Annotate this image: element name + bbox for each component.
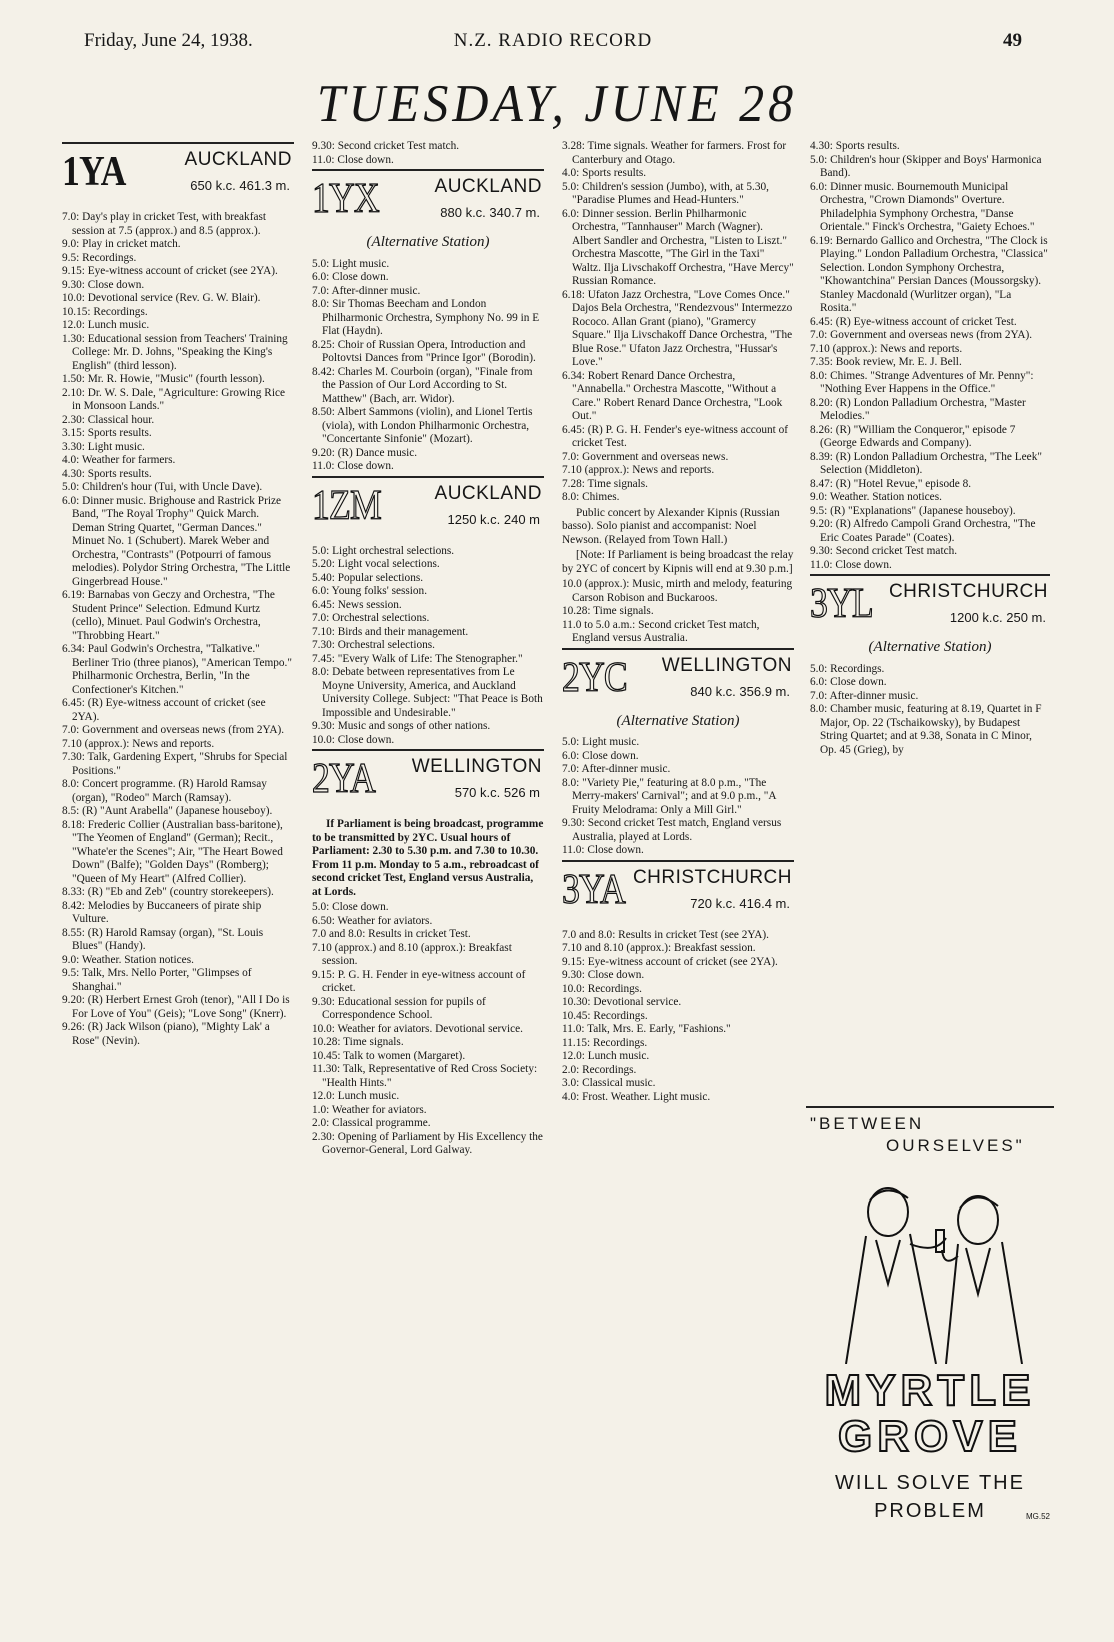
program-item: 6.45: (R) P. G. H. Fender's eye-witness account of cricket Test. xyxy=(562,423,789,449)
program-item: 4.0: Frost. Weather. Light music. xyxy=(562,1090,711,1103)
program-item: 10.45: Talk to women (Margaret). xyxy=(312,1049,466,1062)
program-item: 11.0: Close down. xyxy=(810,558,892,571)
program-item: 5.0: Light music. xyxy=(562,736,640,748)
program-item: 8.55: (R) Harold Ramsay (organ), "St. Louis Blues" (Handy). xyxy=(62,926,264,952)
program-item: 1.0: Weather for aviators. xyxy=(312,1103,427,1116)
station-city: AUCKLAND xyxy=(434,482,542,504)
program-item: 9.30: Second cricket Test match. xyxy=(312,140,460,152)
program-item: 9.30: Educational session for pupils of Correspondence School. xyxy=(312,995,486,1021)
program-item: 9.26: (R) Jack Wilson (piano), "Mighty Lak' a Rose" (Nevin). xyxy=(62,1021,270,1047)
publication-name: N.Z. RADIO RECORD xyxy=(453,30,653,51)
program-item: 8.0: "Variety Pie," featuring at 8.0 p.m., "The Merry-makers' Carnival"; and at 9.0 p.m., "A Fruity Melodrama: Only a Mill Girl." xyxy=(562,776,776,816)
ad-headline-line-2: OURSELVES" xyxy=(886,1136,1025,1155)
station-call-sign: 3YA xyxy=(562,866,625,913)
program-item: 4.0: Weather for farmers. xyxy=(62,454,176,466)
program-item: 3.15: Sports results. xyxy=(62,427,152,439)
program-item: 11.0: Close down. xyxy=(312,460,394,472)
two-men-illustration-icon xyxy=(826,1164,1036,1364)
program-item: 7.10 (approx.): News and reports. xyxy=(62,737,215,750)
station-city: WELLINGTON xyxy=(411,756,542,777)
program-item: 9.15: Eye-witness account of cricket (see 2YA). xyxy=(562,955,778,968)
program-item: 7.0: Orchestral selections. xyxy=(312,612,430,624)
alternative-station-label: (Alternative Station) xyxy=(868,639,992,655)
program-item: 9.5: Recordings. xyxy=(62,251,137,264)
program-item: 6.18: Ufaton Jazz Orchestra, "Love Comes Once." Dajos Bela Orchestra, "Rendezvous" Intermezzo Rococo. Allan Grant (piano), "Gramercy Square." Ilja Livschakoff Dance Orchestra, "The Blue Rose." Ufaton Jazz Orchestra, "Hussar's Love." xyxy=(562,288,793,368)
program-item: 11.0 to 5.0 a.m.: Second cricket Test match, England versus Australia. xyxy=(562,618,760,644)
program-item: 9.15: P. G. H. Fender in eye-witness account of cricket. xyxy=(312,968,526,994)
program-item: 6.0: Close down. xyxy=(312,271,389,283)
program-list xyxy=(562,929,794,1105)
concert-notice: Public concert by Alexander Kipnis (Russian basso). Solo pianist and accompanist: Noel Newson. (Relayed from Town Hall.) xyxy=(562,506,780,546)
program-item: 8.0: Debate between representatives from Le Moyne University, America, and Auckland University College. Subject: "That Peace is Both Impossible and Undesirable." xyxy=(312,666,543,719)
column-2 xyxy=(312,140,544,1158)
column-4 xyxy=(810,140,1050,757)
program-item: 7.30: Talk, Gardening Expert, "Shrubs for Special Positions." xyxy=(62,751,288,777)
program-item: 7.0: Government and overseas news. xyxy=(562,450,729,463)
program-item: 9.30: Close down. xyxy=(562,969,645,981)
program-item: 11.15: Recordings. xyxy=(562,1036,648,1049)
station-call-sign: 2YC xyxy=(562,654,627,701)
program-item: 8.33: (R) "Eb and Zeb" (country storekeepers). xyxy=(62,886,274,898)
program-list xyxy=(312,545,544,748)
concert-note: [Note: If Parliament is being broadcast the relay by 2YC of concert by Kipnis will end at 9.30 p.m.] xyxy=(562,549,794,575)
program-item: 3.28: Time signals. Weather for farmers. Frost for Canterbury and Otago. xyxy=(562,140,787,166)
program-item: 7.0: Government and overseas news (from 2YA). xyxy=(810,329,1033,341)
ad-code: MG.52 xyxy=(1025,1512,1050,1521)
program-item: 7.0: Government and overseas news (from 2YA). xyxy=(62,724,285,736)
program-item: 7.10 and 8.10 (approx.): Breakfast session. xyxy=(562,942,756,954)
program-item: 7.35: Book review, Mr. E. J. Bell. xyxy=(810,356,962,368)
program-item: 8.0: Concert programme. (R) Harold Ramsay (organ), "Rodeo" March (Ramsay). xyxy=(62,778,267,804)
program-item: 5.0: Light orchestral selections. xyxy=(312,544,455,557)
program-item: 10.15: Recordings. xyxy=(62,305,148,318)
alternative-station-label: (Alternative Station) xyxy=(366,234,490,250)
issue-date: Friday, June 24, 1938. xyxy=(84,30,253,51)
program-item: 5.0: Children's hour (Tui, with Uncle Dave). xyxy=(62,481,263,493)
program-item: 6.0: Dinner session. Berlin Philharmonic Orchestra, "Tannhauser" March (Wagner). Albert Sandler and Orchestra, "Listen to Liszt." Orchestra Mascotte, "The Girl in the Taxi" Waltz. Ilja Livschakoff Orchestra, "Have Mercy" Russian Romance. xyxy=(562,207,794,287)
station-city: AUCKLAND xyxy=(434,176,542,197)
program-list xyxy=(810,663,1050,758)
station-city: CHRISTCHURCH xyxy=(632,866,792,888)
program-list xyxy=(562,736,794,858)
program-item: 8.42: Melodies by Buccaneers of pirate ship Vulture. xyxy=(62,899,262,925)
ad-brand-grove: GROVE xyxy=(838,1412,1022,1461)
program-item: 6.50: Weather for aviators. xyxy=(312,914,433,927)
page-number: 49 xyxy=(1003,30,1022,51)
station-header-1ya xyxy=(62,147,294,205)
station-call-sign: 3YL xyxy=(810,581,873,627)
program-item: 8.50: Albert Sammons (violin), and Lionel Tertis (viola), with London Philharmonic Orchestra, "Concertante Sinfonie" (Mozart). xyxy=(312,406,533,445)
program-item: 9.0: Weather. Station notices. xyxy=(810,491,942,503)
program-item: 10.0: Devotional service (Rev. G. W. Blair). xyxy=(62,292,261,304)
ad-headline-line-1: "BETWEEN xyxy=(810,1114,925,1133)
program-item: 8.18: Frederic Collier (Australian bass-baritone), "The Yeomen of England" (German); Recit., "Whate'er the Scenes"; Air, "The Heart Bowed Down" (Balfe); "Golden Days" (Romberg); "Queen of My Heart" (Alfred Collier). xyxy=(62,818,283,885)
program-item: 6.0: Young folks' session. xyxy=(312,585,428,597)
program-item: 5.0: Light music. xyxy=(312,257,390,270)
station-call-sign: 1YA xyxy=(62,149,126,195)
program-item: 7.0: After-dinner music. xyxy=(562,763,671,775)
station-header-3yl xyxy=(810,579,1050,637)
program-item: 2.0: Classical programme. xyxy=(312,1117,431,1129)
program-item: 7.10 (approx.): News and reports. xyxy=(562,464,715,476)
program-item: 10.0: Weather for aviators. Devotional service. xyxy=(312,1022,523,1035)
station-city: AUCKLAND xyxy=(184,149,292,170)
column-1 xyxy=(62,140,294,1048)
station-header-1zm xyxy=(312,481,544,539)
program-item: 10.0: Recordings. xyxy=(562,982,643,995)
station-call-sign: 1ZM xyxy=(312,482,381,529)
program-item: 5.20: Light vocal selections. xyxy=(312,558,440,570)
column-3 xyxy=(562,140,794,1104)
myrtle-grove-advertisement xyxy=(806,1106,1054,1532)
program-item: 7.10 (approx.): News and reports. xyxy=(810,342,963,355)
program-item: 2.10: Dr. W. S. Dale, "Agriculture: Growing Rice in Monsoon Lands." xyxy=(62,386,285,412)
program-item: 5.40: Popular selections. xyxy=(312,571,424,584)
program-item: 8.42: Charles M. Courboin (organ), "Finale from the Passion of Our Lord According to St. Matthew" (Bach, arr. Widor). xyxy=(312,365,533,405)
program-item: 4.30: Sports results. xyxy=(62,467,152,480)
program-item: 4.30: Sports results. xyxy=(810,140,900,152)
program-item: 12.0: Lunch music. xyxy=(312,1090,400,1102)
program-item: 9.0: Weather. Station notices. xyxy=(62,953,194,966)
program-list xyxy=(312,258,544,474)
station-frequency: 570 k.c. 526 m xyxy=(454,785,540,800)
program-item: 7.45: "Every Walk of Life: The Stenographer." xyxy=(312,652,523,665)
parliament-note: If Parliament is being broadcast, programme to be transmitted by 2YC. Usual hours of Parliament: 2.30 to 5.30 p.m. and 7.30 to 10.30. From 11 p.m. Monday to 5 a.m., rebroadcast of second cricket Test, England versus Australia, at Lords. xyxy=(312,818,544,898)
program-item: 9.30: Second cricket Test match. xyxy=(810,545,958,557)
program-item: 2.0: Recordings. xyxy=(562,1063,637,1076)
program-item: 12.0: Lunch music. xyxy=(62,319,150,331)
program-item: 6.0: Close down. xyxy=(810,676,887,688)
program-item: 11.0: Close down. xyxy=(562,844,644,856)
program-item: 8.47: (R) "Hotel Revue," episode 8. xyxy=(810,477,972,490)
station-frequency: 880 k.c. 340.7 m. xyxy=(440,205,540,220)
program-item: 8.39: (R) London Palladium Orchestra, "The Leek" Selection (Middleton). xyxy=(810,450,1042,476)
program-item: 6.0: Close down. xyxy=(562,749,639,762)
program-item: 10.0 (approx.): Music, mirth and melody, featuring Carson Robison and Buckaroos. xyxy=(562,578,793,604)
program-item: 6.19: Bernardo Gallico and Orchestra, "The Clock is Playing." London Palladium Orchestra, "Classica" Selection. London Symphony Orchestra, "Khowantchina" Persian Dances (Moussorgsky). Stanley Macdonald (Wurlitzer organ), "La Rosita." xyxy=(810,234,1048,314)
program-item: 1.50: Mr. R. Howie, "Music" (fourth lesson). xyxy=(62,373,265,385)
station-call-sign: 2YA xyxy=(312,756,375,802)
program-item: 7.0: After-dinner music. xyxy=(810,689,919,702)
station-frequency: 650 k.c. 461.3 m. xyxy=(190,178,290,193)
program-item: 7.10 (approx.) and 8.10 (approx.): Breakfast session. xyxy=(312,941,512,967)
program-item: 6.0: Dinner music. Bournemouth Municipal Orchestra, "Crown Diamonds" Overture. Philadelphia Symphony Orchestra, "Danse Orientale." Finck's Orchestra, "Gaiety Echoes." xyxy=(810,180,1035,233)
station-frequency: 720 k.c. 416.4 m. xyxy=(690,895,790,911)
program-item: 4.0: Sports results. xyxy=(562,167,647,179)
program-item: 6.45: News session. xyxy=(312,598,402,611)
program-item: 9.30: Second cricket Test match, England versus Australia, played at Lords. xyxy=(562,817,782,843)
ad-brand-myrtle: MYRTLE xyxy=(824,1366,1036,1415)
program-item: 9.20: (R) Alfredo Campoli Grand Orchestra, "The Eric Coates Parade" (Coates). xyxy=(810,518,1036,544)
program-item: 2.30: Opening of Parliament by His Excellency the Governor-General, Lord Galway. xyxy=(312,1130,543,1156)
program-item: 7.30: Orchestral selections. xyxy=(312,639,435,651)
program-item: 6.0: Dinner music. Brighouse and Rastrick Prize Band, "The Royal Trophy" Quick March. Deman String Quartet, "German Dances." Minuet No. 1 (Schubert). Marek Weber and Orchestra, "Contrasts" (Potpourri of famous melodies). Polydor String Orchestra, "The Little Gingerbread House." xyxy=(62,494,291,588)
program-item: 8.20: (R) London Palladium Orchestra, "Master Melodies." xyxy=(810,396,1026,422)
program-item: 9.20: (R) Herbert Ernest Groh (tenor), "All I Do is For Love of You" (Geis); "Love Song" (Knerr). xyxy=(62,994,290,1020)
program-item: 9.30: Close down. xyxy=(62,278,145,291)
program-item: 10.28: Time signals. xyxy=(312,1036,404,1048)
program-item: 6.34: Robert Renard Dance Orchestra, "Annabella." Orchestra Mascotte, "Without a Care." Robert Renard Dance Orchestra, "Look Out." xyxy=(562,369,783,422)
station-header-3ya xyxy=(562,865,794,923)
program-item: 8.25: Choir of Russian Opera, Introduction and Poltovtsi Dances from "Prince Igor" (Borodin). xyxy=(312,338,536,364)
program-list xyxy=(312,140,544,167)
program-item: 7.0 and 8.0: Results in cricket Test. xyxy=(312,928,471,940)
program-item: 2.30: Classical hour. xyxy=(62,413,155,426)
program-item: 6.45: (R) Eye-witness account of cricket (see 2YA). xyxy=(62,697,266,723)
program-item: 9.5: (R) "Explanations" (Japanese houseboy). xyxy=(810,504,1016,517)
program-item: 5.0: Close down. xyxy=(312,901,389,913)
program-item: 1.30: Educational session from Teachers' Training College: Mr. D. Johns, "Speaking the King's English" (third lesson). xyxy=(62,332,288,372)
page-header xyxy=(84,30,1022,58)
station-header-2ya xyxy=(312,754,544,812)
program-item: 9.30: Music and songs of other nations. xyxy=(312,720,491,732)
program-item: 8.0: Chimes. xyxy=(562,491,620,503)
program-item: 10.28: Time signals. xyxy=(562,605,654,617)
program-item: 8.0: Chamber music, featuring at 8.19, Quartet in F Major, Op. 22 (Tschaikowsky), by Budapest String Quartet; and at 9.38, Sonata in C Minor, Op. 45 (Grieg), by xyxy=(810,703,1042,756)
program-item: 12.0: Lunch music. xyxy=(562,1050,650,1062)
program-item: 7.0: Day's play in cricket Test, with breakfast session at 7.5 (approx.) and 8.5 (approx.). xyxy=(62,211,267,237)
program-list xyxy=(562,140,794,505)
station-city: WELLINGTON xyxy=(661,654,792,676)
program-item: 11.0: Talk, Mrs. E. Early, "Fashions." xyxy=(562,1023,731,1035)
program-item: 9.0: Play in cricket match. xyxy=(62,238,181,250)
program-item: 5.0: Children's hour (Skipper and Boys' Harmonica Band). xyxy=(810,153,1042,179)
program-item: 11.30: Talk, Representative of Red Cross Society: "Health Hints." xyxy=(312,1063,538,1089)
ad-slogan-line-2: PROBLEM xyxy=(874,1500,986,1522)
program-list xyxy=(810,140,1050,572)
program-item: 9.15: Eye-witness account of cricket (see 2YA). xyxy=(62,265,278,277)
program-list xyxy=(562,578,794,646)
program-item: 5.0: Recordings. xyxy=(810,662,885,675)
ad-slogan-line-1: WILL SOLVE THE xyxy=(835,1472,1025,1494)
program-item: 9.5: Talk, Mrs. Nello Porter, "Glimpses of Shanghai." xyxy=(62,967,252,993)
program-item: 11.0: Close down. xyxy=(312,153,394,166)
station-call-sign: 1YX xyxy=(312,176,379,222)
station-frequency: 1200 k.c. 250 m. xyxy=(949,610,1046,625)
station-frequency: 840 k.c. 356.9 m. xyxy=(690,683,790,699)
program-item: 6.45: (R) Eye-witness account of cricket Test. xyxy=(810,315,1017,328)
program-item: 3.30: Light music. xyxy=(62,440,145,453)
alternative-station-label: (Alternative Station) xyxy=(616,712,740,729)
program-list xyxy=(312,901,544,1158)
program-item: 8.5: (R) "Aunt Arabella" (Japanese houseboy). xyxy=(62,805,273,817)
program-item: 10.30: Devotional service. xyxy=(562,996,682,1008)
program-item: 7.0 and 8.0: Results in cricket Test (see 2YA). xyxy=(562,928,770,941)
program-item: 7.0: After-dinner music. xyxy=(312,284,421,297)
program-item: 5.0: Children's session (Jumbo), with, at 5.30, "Paradise Plumes and Head-Hunters." xyxy=(562,180,769,206)
program-item: 7.28: Time signals. xyxy=(562,477,649,490)
page-title: TUESDAY, JUNE 28 xyxy=(316,73,798,133)
program-item: 8.26: (R) "William the Conqueror," episode 7 (George Edwards and Company). xyxy=(810,423,1016,449)
program-list xyxy=(62,211,294,1048)
station-frequency: 1250 k.c. 240 m xyxy=(447,511,540,527)
station-header-1yx xyxy=(312,174,544,232)
station-city: CHRISTCHURCH xyxy=(888,581,1048,602)
program-item: 7.10: Birds and their management. xyxy=(312,625,469,638)
program-item: 8.0: Sir Thomas Beecham and London Philharmonic Orchestra, Symphony No. 99 in E Flat (Haydn). xyxy=(312,298,540,337)
program-item: 6.19: Barnabas von Geczy and Orchestra, "The Student Prince" Selection. Edmund Kurtz (cello), Minuet. Paul Godwin's Orchestra, "Throbbing Heart." xyxy=(62,589,275,642)
program-item: 9.20: (R) Dance music. xyxy=(312,446,418,459)
station-header-2yc xyxy=(562,653,794,711)
program-item: 10.0: Close down. xyxy=(312,733,395,746)
program-item: 8.0: Chimes. "Strange Adventures of Mr. Penny": "Nothing Ever Happens in the Office." xyxy=(810,369,1034,395)
program-item: 6.34: Paul Godwin's Orchestra, "Talkative." Berliner Trio (three pianos), "American Tempo." Philharmonic Orchestra, Berlin, "In the Confectioner's Kitchen." xyxy=(62,643,292,696)
program-item: 3.0: Classical music. xyxy=(562,1077,656,1089)
program-item: 10.45: Recordings. xyxy=(562,1009,648,1022)
